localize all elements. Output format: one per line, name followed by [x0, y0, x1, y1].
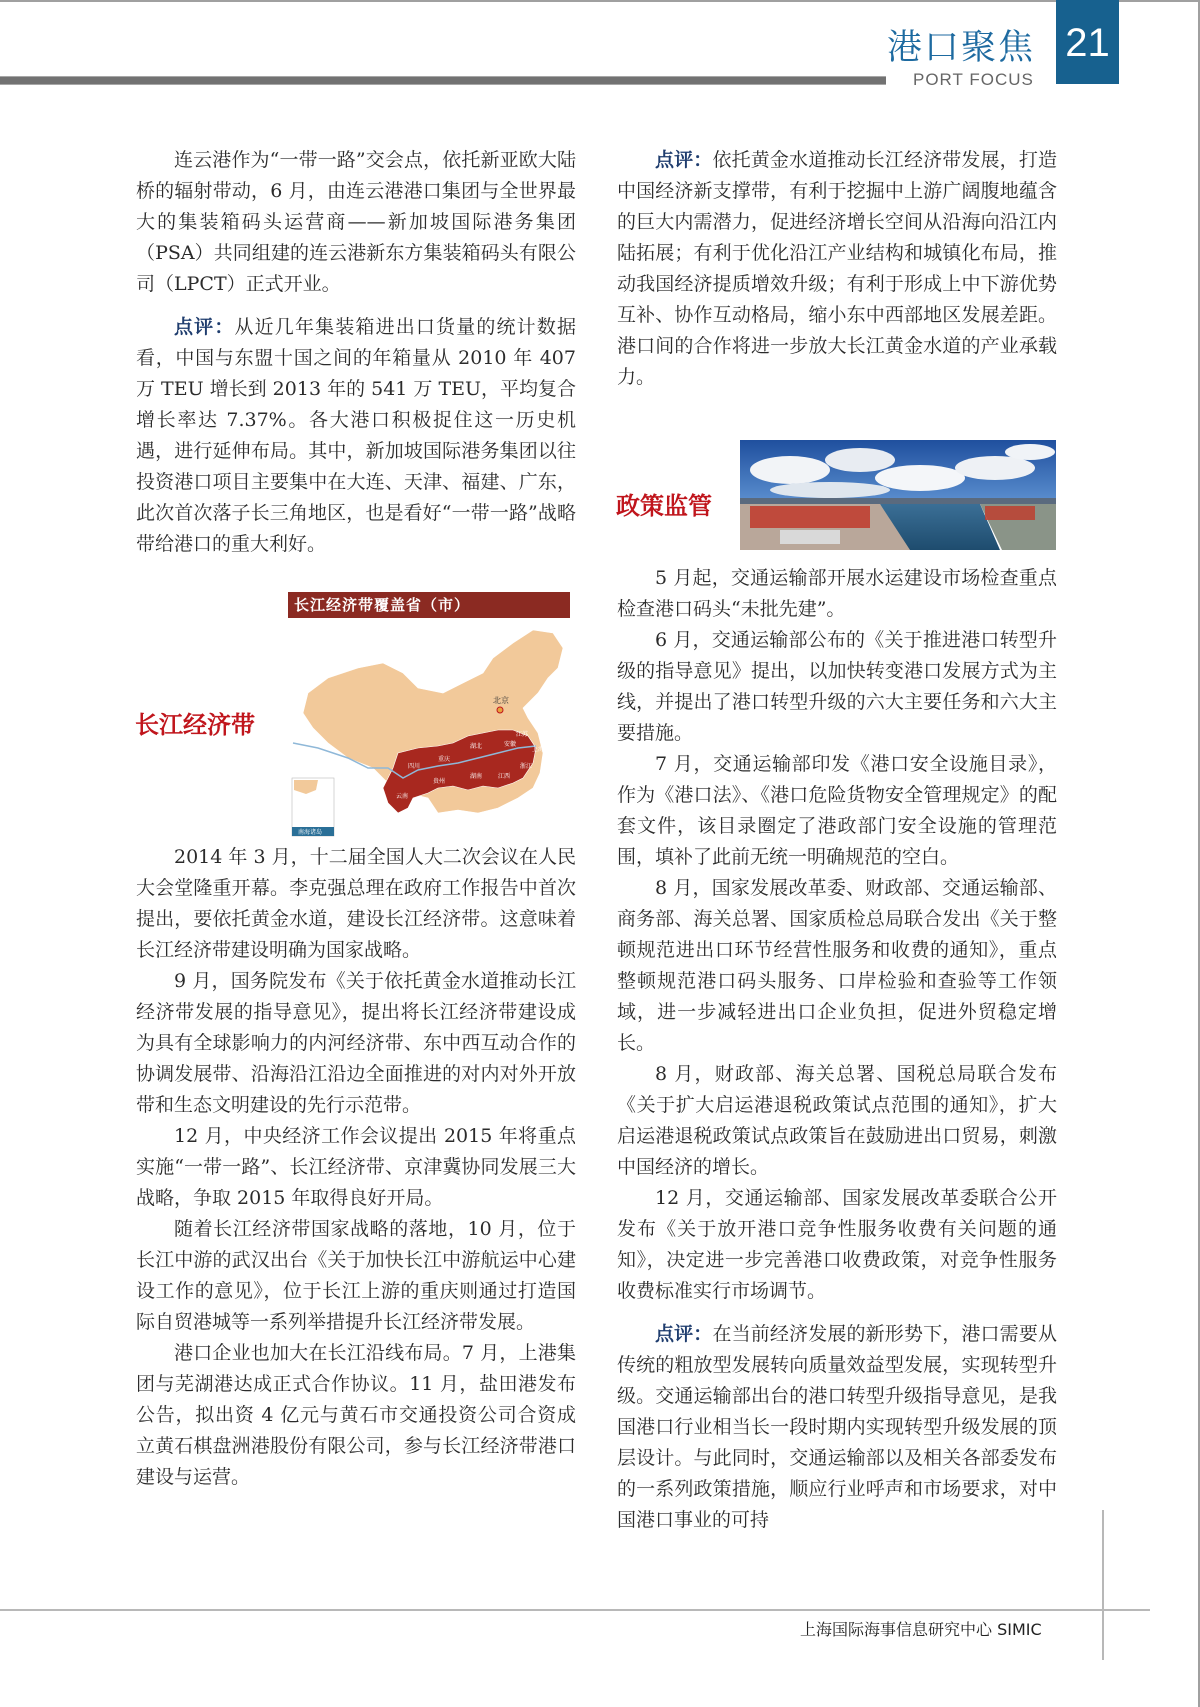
- comment-paragraph-3: [617, 1319, 1057, 1536]
- right-column-top: [617, 145, 1057, 393]
- paragraph: 6 月，交通运输部公布的《关于推进港口转型升级的指导意见》提出，以加快转变港口发展方式为主线，并提出了港口转型升级的六大主要任务和六大主要措施。: [617, 629, 1057, 744]
- comment-label: 点评：: [174, 316, 235, 338]
- comment-label: 点评：: [655, 1323, 713, 1345]
- footer-rule: [0, 1609, 1150, 1611]
- china-map: [288, 618, 570, 840]
- page-number-box: [1056, 0, 1119, 84]
- left-column-bottom: [136, 842, 576, 1493]
- province-label-zhejiang: 浙江: [520, 763, 533, 770]
- paragraph: 12 月，交通运输部、国家发展改革委联合公开发布《关于放开港口竞争性服务收费有关问题的通知》，决定进一步完善港口收费政策，对竞争性服务收费标准实行市场调节。: [617, 1187, 1057, 1302]
- province-label-jiangxi: 江西: [498, 773, 511, 780]
- paragraph: 8 月，财政部、海关总署、国税总局联合发布《关于扩大启运港退税政策试点范围的通知》，扩大启运港退税政策试点政策旨在鼓励进出口贸易，刺激中国经济的增长。: [617, 1063, 1057, 1178]
- comment-paragraph-2: [617, 145, 1057, 393]
- section-heading-policy: 政策监管: [616, 492, 712, 520]
- map-title-bar: [288, 592, 570, 618]
- comment-text: 在当前经济发展的新形势下，港口需要从传统的粗放型发展转向质量效益型发展，实现转型升级。交通运输部出台的港口转型升级指导意见，是我国港口行业相当长一段时期内实现转型升级发展的顶层设计。与此同时，交通运输部以及相关各部委发布的一系列政策措施，顺应行业呼声和市场要求，对中国港口事业的可持: [617, 1323, 1057, 1531]
- paragraph: 随着长江经济带国家战略的落地，10 月，位于长江中游的武汉出台《关于加快长江中游航运中心建设工作的意见》，位于长江上游的重庆则通过打造国际自贸港城等一系列举措提升长江经济带发展。: [136, 1218, 576, 1333]
- paragraph: 12 月，中央经济工作会议提出 2015 年将重点实施“一带一路”、长江经济带、京津冀协同发展三大战略，争取 2015 年取得良好开局。: [136, 1125, 576, 1209]
- comment-text: 从近几年集装箱进出口货量的统计数据看，中国与东盟十国之间的年箱量从 2010 年 407 万 TEU 增长到 2013 年的 541 万 TEU，平均复合增长率达 7.37%。各大港口积极捉住这一历史机遇，进行延伸布局。其中，新加坡国际港务集团以往投资港口项目主要集中在大连、天津、福建、广东，此次首次落子长三角地区，也是看好“一带一路”战略带给港口的重大利好。: [136, 316, 577, 555]
- port-photo: [740, 440, 1056, 550]
- paragraph: 港口企业也加大在长江沿线布局。7 月，上港集团与芜湖港达成正式合作协议。11 月，盐田港发布公告，拟出资 4 亿元与黄石市交通投资公司合资成立黄石棋盘洲港股份有限公司，参与长江经济带港口建设与运营。: [136, 1342, 576, 1488]
- province-label-guizhou: 贵州: [433, 778, 446, 785]
- south-china-sea-inset: [292, 778, 334, 836]
- footer-organization: 上海国际海事信息研究中心 SIMIC: [800, 1620, 1042, 1639]
- yangtze-map-figure: [288, 592, 570, 840]
- province-label-hubei: 湖北: [470, 743, 483, 750]
- province-label-yunnan: 云南: [396, 793, 409, 800]
- beijing-marker: [497, 707, 503, 713]
- province-label-hunan: 湖南: [470, 773, 483, 780]
- header-rule: [0, 76, 886, 85]
- right-column-bottom: [617, 563, 1057, 1536]
- footer-vertical-rule: [1102, 1510, 1104, 1660]
- comment-label: 点评：: [655, 149, 713, 171]
- inset-label: 南海诸岛: [298, 829, 323, 836]
- province-label-chongqing: 重庆: [438, 756, 451, 763]
- beijing-label: 北京: [493, 696, 509, 705]
- section-heading-yangtze: 长江经济带: [135, 711, 255, 739]
- comment-paragraph-1: [136, 312, 576, 560]
- province-label-jiangsu: 江苏: [516, 731, 529, 738]
- page-border-top: [0, 0, 1200, 2]
- map-title: 长江经济带覆盖省（市）: [294, 596, 471, 614]
- paragraph: 9 月，国务院发布《关于依托黄金水道推动长江经济带发展的指导意见》，提出将长江经济带建设成为具有全球影响力的内河经济带、东中西互动合作的协调发展带、沿海沿江沿边全面推进的对内对外开放带和生态文明建设的先行示范带。: [136, 970, 576, 1116]
- intro-paragraph: 连云港作为“一带一路”交会点，依托新亚欧大陆桥的辐射带动，6 月，由连云港港口集团与全世界最大的集装箱码头运营商——新加坡国际港务集团（PSA）共同组建的连云港新东方集装箱码头有限公司（LPCT）正式开业。: [136, 149, 576, 295]
- paragraph: 5 月起，交通运输部开展水运建设市场检查重点检查港口码头“未批先建”。: [617, 567, 1057, 620]
- page-number: 21: [1065, 20, 1110, 65]
- paragraph: 7 月，交通运输部印发《港口安全设施目录》，作为《港口法》、《港口危险货物安全管理规定》的配套文件，该目录圈定了港政部门安全设施的管理范围，填补了此前无统一明确规范的空白。: [617, 753, 1057, 868]
- province-label-shanghai: 上海: [532, 746, 545, 753]
- left-column-top: [136, 145, 576, 560]
- paragraph: 2014 年 3 月，十二届全国人大二次会议在人民大会堂隆重开幕。李克强总理在政府工作报告中首次提出，要依托黄金水道，建设长江经济带。这意味着长江经济带建设明确为国家战略。: [136, 846, 576, 961]
- paragraph: 8 月，国家发展改革委、财政部、交通运输部、商务部、海关总署、国家质检总局联合发出《关于整顿规范进出口环节经营性服务和收费的通知》，重点整顿规范港口码头服务、口岸检验和查验等工作领域，进一步减轻进出口企业负担，促进外贸稳定增长。: [617, 877, 1057, 1054]
- province-label-anhui: 安徽: [504, 741, 517, 748]
- section-title: 港口聚焦: [887, 28, 1036, 68]
- province-label-sichuan: 四川: [408, 763, 421, 770]
- comment-text: 依托黄金水道推动长江经济带发展，打造中国经济新支撑带，有利于挖掘中上游广阔腹地蕴含的巨大内需潜力，促进经济增长空间从沿海向沿江内陆拓展；有利于优化沿江产业结构和城镇化布局，推动我国经济提质增效升级；有利于形成上中下游优势互补、协作互动格局，缩小东中西部地区发展差距。港口间的合作将进一步放大长江黄金水道的产业承载力。: [617, 149, 1057, 388]
- section-subtitle: PORT FOCUS: [913, 70, 1034, 89]
